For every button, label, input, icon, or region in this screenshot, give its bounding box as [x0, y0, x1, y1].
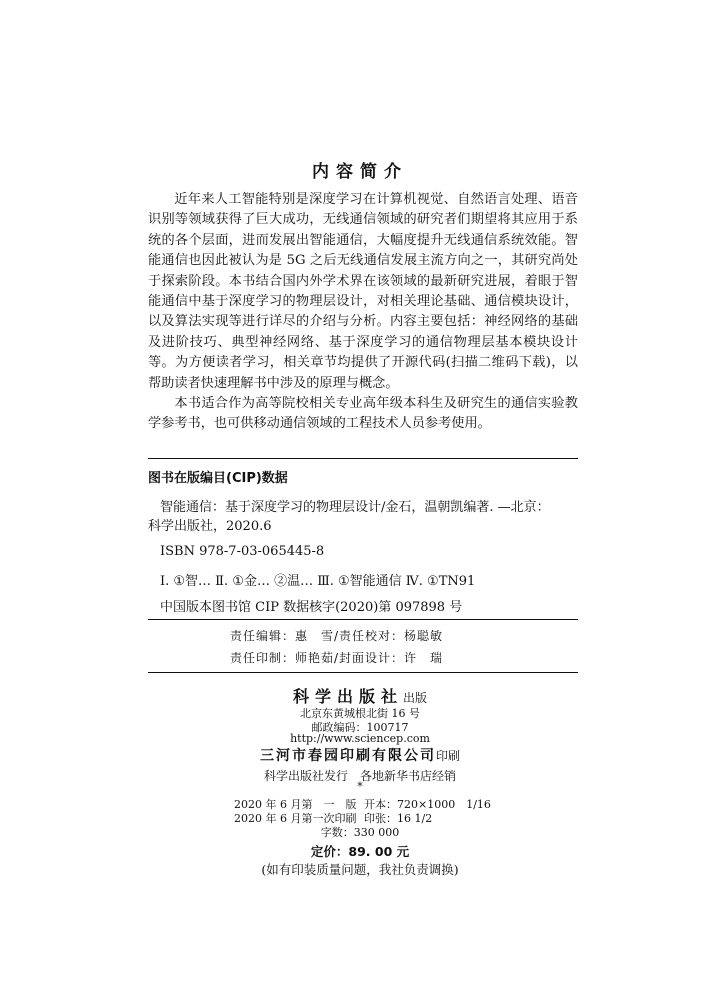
publisher-suffix: 出版: [403, 691, 428, 705]
divider-bottom: [148, 672, 578, 673]
credits-line-2: 责任印制：师艳茹/封面设计：许 瑞: [230, 651, 444, 665]
publisher-name: 科学出版社: [292, 687, 403, 706]
publisher-url: http://www.sciencep.com: [290, 732, 430, 745]
sheets-label: 印张：16 1/2: [364, 812, 433, 825]
printer-line: [0, 745, 720, 765]
intro-title: 内容简介: [312, 162, 408, 182]
cip-isbn: ISBN 978-7-03-065445-8: [160, 544, 325, 559]
cip-classification: Ⅰ. ①智… Ⅱ. ①金… ②温… Ⅲ. ①智能通信 Ⅳ. ①TN91: [160, 574, 476, 589]
publisher-name-line: [0, 684, 720, 707]
divider-middle: [148, 619, 578, 620]
cip-line-2: 科学出版社，2020.6: [148, 519, 272, 534]
format-label: 开本：720×1000 1/16: [364, 798, 491, 811]
cip-heading: 图书在版编目(CIP)数据: [148, 471, 288, 486]
words-label: 字数：330 000: [320, 826, 400, 839]
intro-abstract: [148, 190, 578, 435]
divider-top: [148, 458, 578, 459]
intro-paragraph: 本书适合作为高等院校相关专业高年级本科生及研究生的通信实验教学参考书，也可供移动通信领域的工程技术人员参考使用。: [148, 396, 578, 432]
intro-paragraph: 近年来人工智能特别是深度学习在计算机视觉、自然语言处理、语音识别等领域获得了巨大成功，无线通信领域的研究者们期望将其应用于系统的各个层面，进而发展出智能通信，大幅度提升无线通信系统效能。智能通信也因此被认为是 5G 之后无线通信发展主流方向之一，其研究尚处于探索阶段。本书结合国内外学术界在该领域的最新研究进展，着眼于智能通信中基于深度学习的物理层设计，对相关理论基础、通信模块设计，以及算法实现等进行详尽的介绍与分析。内容主要包括：神经网络的基础及进阶技巧、典型神经网络、基于深度学习的通信物理层基本模块设计等。为方便读者学习，相关章节均提供了开源代码(扫描二维码下载)，以帮助读者快速理解书中涉及的原理与概念。: [148, 192, 578, 391]
publisher-address: 北京东黄城根北街 16 号: [300, 707, 420, 720]
publisher-postcode: 邮政编码：100717: [311, 721, 409, 734]
credits-line-1: 责任编辑：惠 雪/责任校对：杨聪敏: [230, 629, 444, 643]
edition-label: 2020 年 6 月第 一 版: [234, 798, 357, 811]
printer-name: 三河市春园印刷有限公司: [259, 748, 436, 764]
cip-record: 中国版本图书馆 CIP 数据核字(2020)第 097898 号: [160, 600, 463, 615]
price-label: 定价：89. 00 元: [310, 844, 410, 859]
printer-suffix: 印刷: [435, 749, 460, 763]
distribution-line: 科学出版社发行 各地新华书店经销: [263, 769, 456, 783]
printing-label: 2020 年 6 月第一次印刷: [234, 812, 357, 825]
quality-notice: (如有印装质量问题，我社负责调换): [261, 862, 459, 877]
separator-star: *: [357, 780, 363, 793]
cip-line-1: 智能通信：基于深度学习的物理层设计/金石，温朝凯编著. —北京：: [160, 500, 550, 515]
